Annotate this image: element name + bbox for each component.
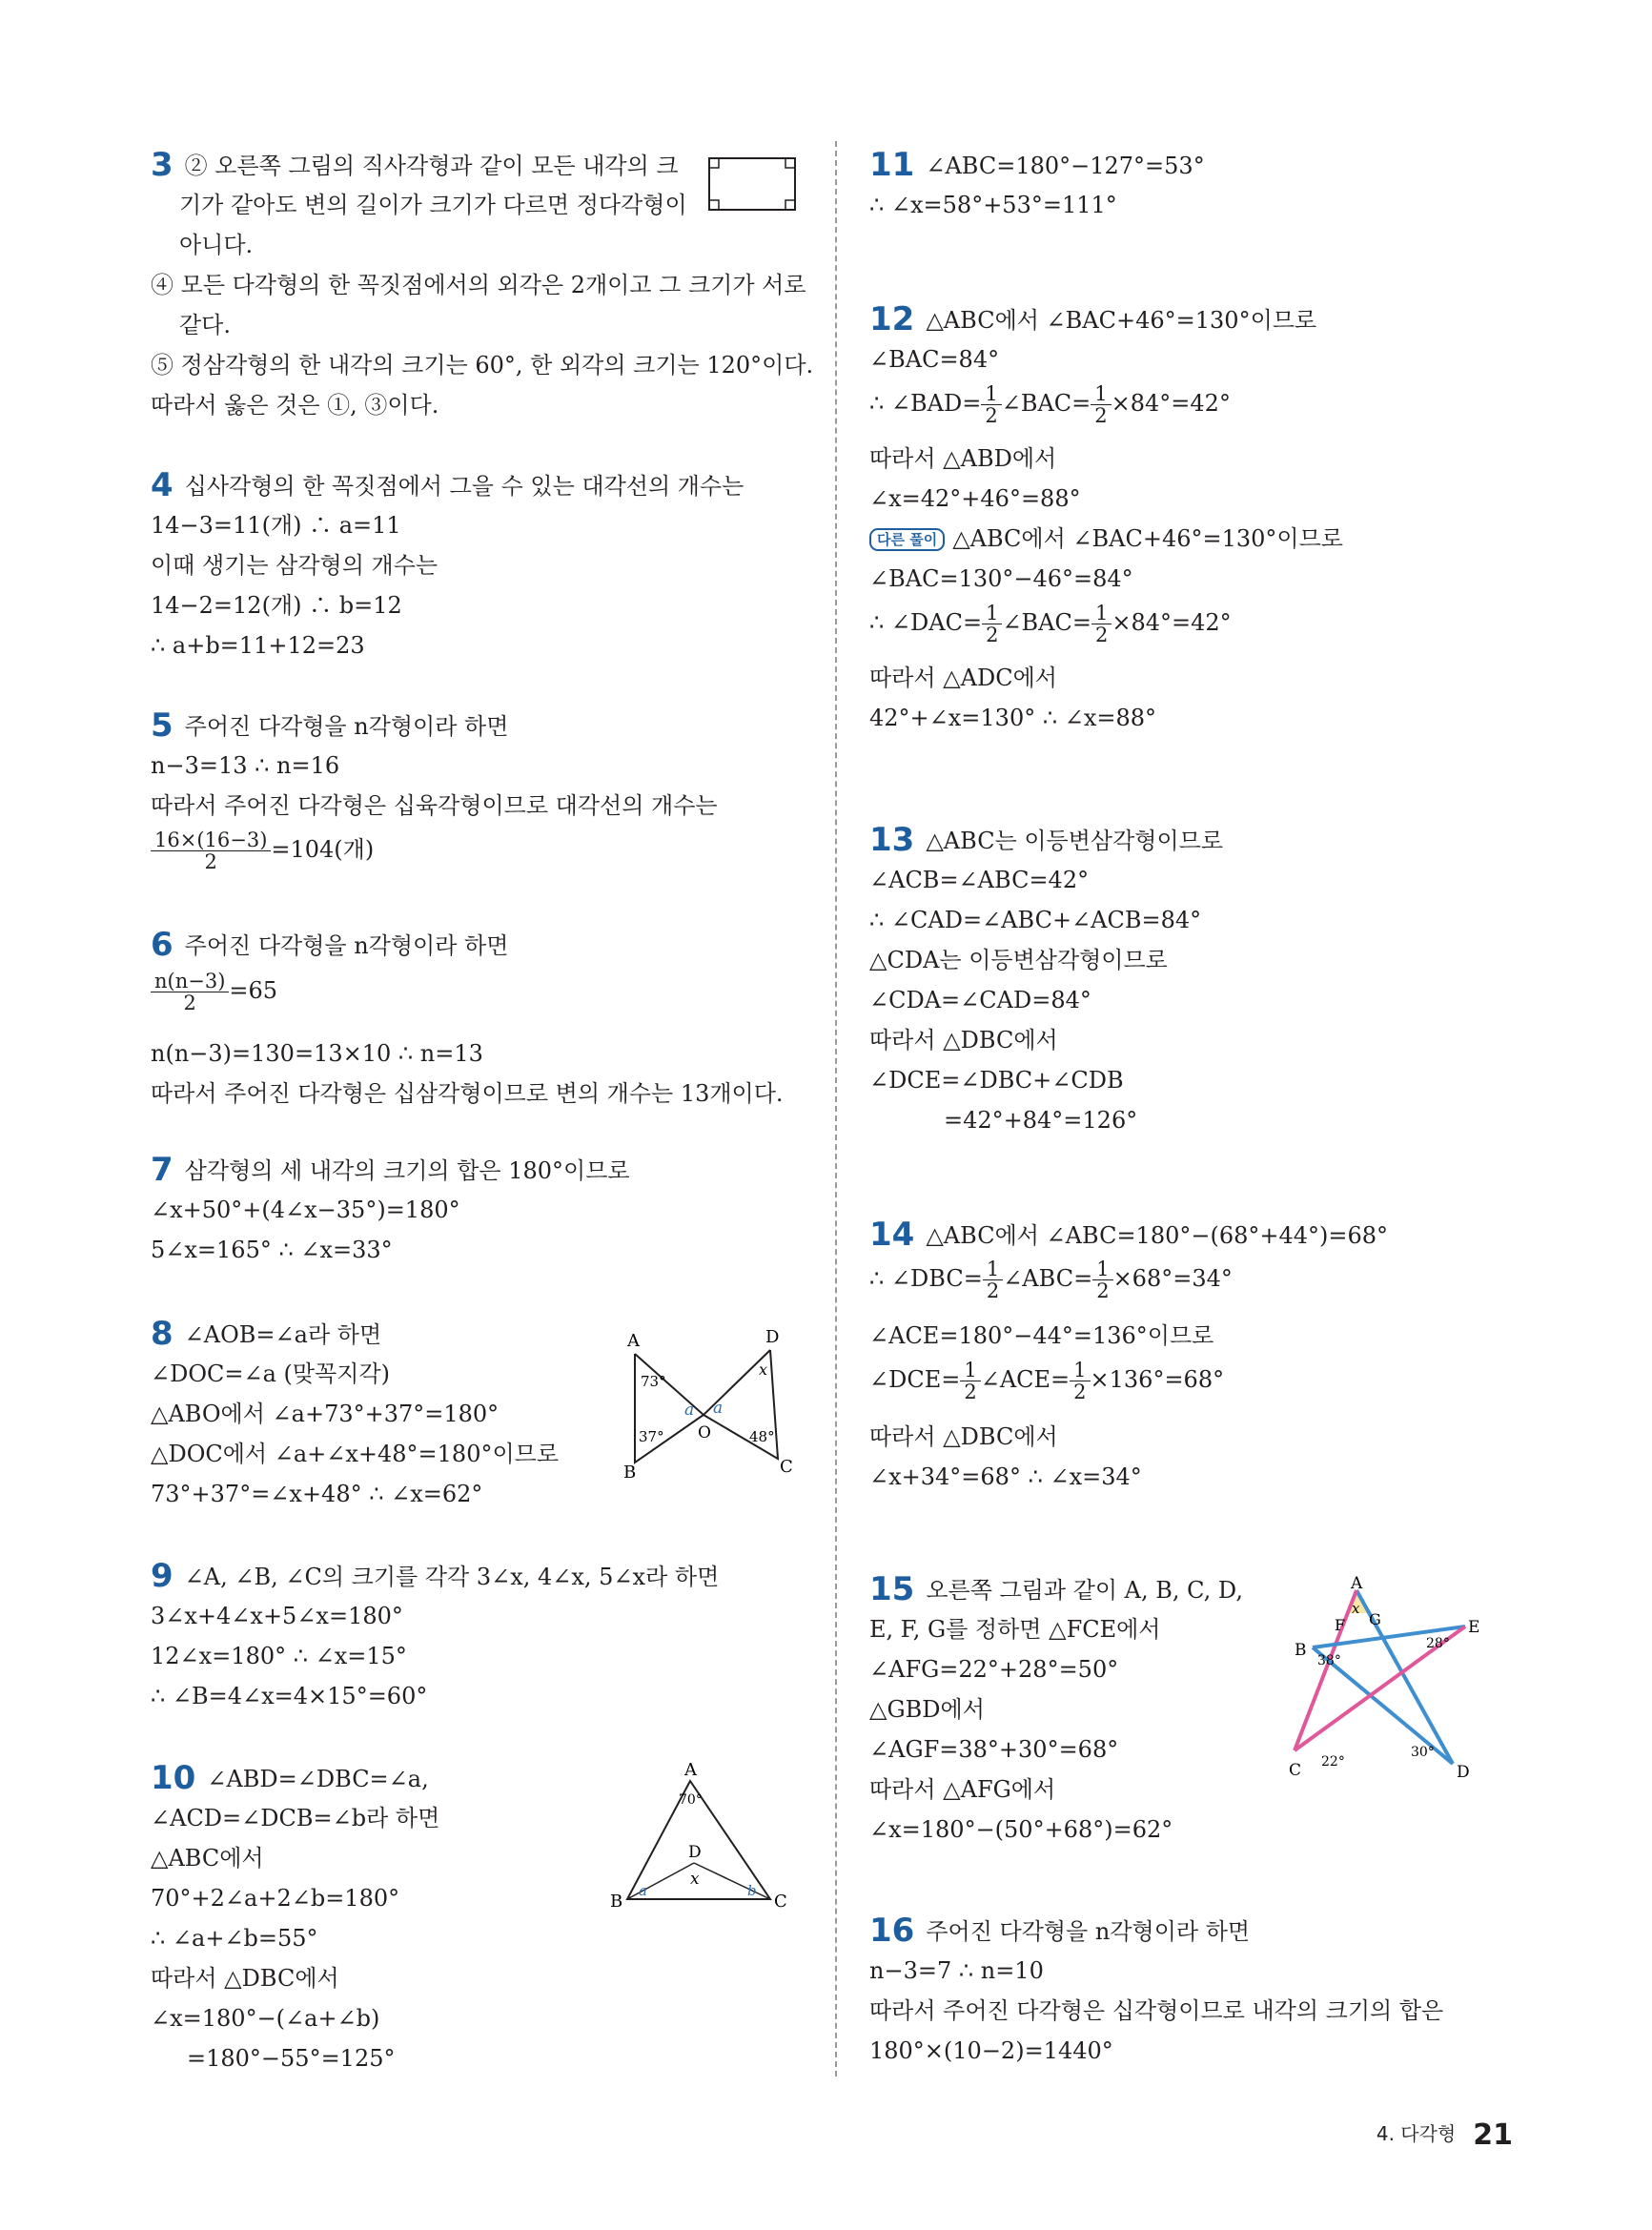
text-line: 아니다. [179, 232, 254, 258]
denominator: 2 [986, 624, 999, 646]
text: =65 [229, 977, 278, 1004]
text-line: 따라서 옳은 것은 ①, ③이다. [151, 392, 439, 419]
numerator: 1 [983, 1258, 1003, 1280]
fraction-half [1092, 1258, 1112, 1301]
text-line: ∠x+50°+(4∠x−35°)=180° [151, 1197, 460, 1223]
chapter-title: 4. 다각형 [1376, 2122, 1457, 2145]
problem-number: 5 [151, 706, 173, 745]
text-line: n(n−3)=130=13×10 ∴ n=13 [151, 1040, 483, 1067]
angle-30: 30° [1411, 1745, 1435, 1760]
fraction-line [869, 383, 1231, 426]
fraction-line [151, 829, 374, 872]
text-line: 따라서 △ABD에서 [869, 445, 1057, 472]
text-line: 따라서 △AFG에서 [869, 1776, 1056, 1803]
problem-number: 14 [869, 1216, 915, 1254]
numerator: n(n−3) [151, 971, 229, 992]
text-line: ∴ a+b=11+12=23 [151, 632, 365, 659]
text-line: ∠ABC=180°−127°=53° [926, 153, 1205, 179]
numerator: 1 [1070, 1360, 1090, 1381]
text-line: 따라서 주어진 다각형은 십삼각형이므로 변의 개수는 13개이다. [151, 1080, 784, 1107]
text-line: 14−2=12(개) ∴ b=12 [151, 592, 402, 619]
text-line: △ABC에서 ∠BAC+46°=130°이므로 [952, 525, 1343, 552]
label-A: A [684, 1760, 697, 1780]
text: ∴ ∠DBC= [869, 1265, 983, 1292]
text-line: n−3=13 ∴ n=16 [151, 752, 340, 779]
label-G: G [1369, 1610, 1381, 1628]
angle-37: 37° [639, 1428, 664, 1445]
text-line: ∠BAC=130°−46°=84° [869, 565, 1133, 592]
label-A: A [627, 1331, 640, 1351]
text-line: ∠ACD=∠DCB=∠b라 하면 [151, 1805, 440, 1831]
text-line: 기가 같아도 변의 길이가 크기가 다르면 정다각형이 [179, 192, 687, 218]
problem-number: 12 [869, 300, 915, 338]
numerator: 1 [1092, 1258, 1112, 1280]
text: ×68°=34° [1112, 1265, 1233, 1292]
text: ∴ ∠DAC= [869, 609, 983, 636]
rectangle-figure [705, 153, 801, 215]
text-line: 주어진 다각형을 n각형이라 하면 [184, 932, 509, 959]
denominator: 2 [204, 850, 217, 873]
text-line: ② 오른쪽 그림의 직사각형과 같이 모든 내각의 크 [184, 153, 679, 179]
text-line: 따라서 △ADC에서 [869, 665, 1057, 691]
problem-number: 11 [869, 146, 915, 184]
text-line: ∠DCE=∠DBC+∠CDB [869, 1067, 1124, 1094]
fraction-half [1091, 383, 1111, 426]
fraction [151, 829, 271, 872]
text-line: 5∠x=165° ∴ ∠x=33° [151, 1237, 393, 1263]
text-line: ∴ ∠CAD=∠ABC+∠ACB=84° [869, 907, 1202, 933]
text-line: ∠AGF=38°+30°=68° [869, 1736, 1119, 1763]
angle-73: 73° [641, 1373, 666, 1390]
angle-70: 70° [679, 1792, 703, 1808]
text-line: 십사각형의 한 꼭짓점에서 그을 수 있는 대각선의 개수는 [184, 473, 744, 500]
text: ∠ACE= [980, 1366, 1071, 1393]
text-line: 따라서 주어진 다각형은 십육각형이므로 대각선의 개수는 [151, 792, 718, 819]
text-line: ∴ ∠B=4∠x=4×15°=60° [151, 1683, 428, 1709]
text: =104(개) [271, 836, 375, 863]
text-line: ∴ ∠x=58°+53°=111° [869, 192, 1117, 218]
numerator: 1 [982, 603, 1002, 624]
text: ×84°=42° [1111, 390, 1231, 417]
text-line: ∠ABD=∠DBC=∠a, [207, 1766, 429, 1792]
text-line: 삼각형의 세 내각의 크기의 합은 180°이므로 [184, 1157, 630, 1184]
text-line: 주어진 다각형을 n각형이라 하면 [926, 1918, 1251, 1945]
bowtie-triangles-figure [608, 1320, 799, 1483]
text: ∠BAC= [1001, 390, 1091, 417]
label-D: D [688, 1843, 702, 1862]
text-line: =42°+84°=126° [944, 1107, 1138, 1134]
fraction [151, 971, 229, 1013]
text-line: ∠x=180°−(∠a+∠b) [151, 2005, 380, 2032]
label-D: D [765, 1327, 780, 1347]
angle-48: 48° [749, 1428, 775, 1445]
problem-number: 16 [869, 1912, 915, 1950]
label-C: C [774, 1892, 787, 1912]
triangle-bisector-figure [606, 1760, 797, 1916]
text-line: 오른쪽 그림과 같이 A, B, C, D, [926, 1577, 1243, 1604]
text-line: n−3=7 ∴ n=10 [869, 1957, 1044, 1984]
denominator: 2 [985, 404, 998, 427]
fraction-half [1091, 603, 1112, 645]
text-line: △CDA는 이등변삼각형이므로 [869, 947, 1168, 973]
label-A: A [1351, 1574, 1363, 1593]
fraction-line [869, 1258, 1233, 1301]
text-line: 12∠x=180° ∴ ∠x=15° [151, 1643, 407, 1669]
text-line: ∠x+34°=68° ∴ ∠x=34° [869, 1463, 1142, 1490]
numerator: 1 [981, 383, 1001, 405]
fraction-line [151, 971, 277, 1013]
text: ×136°=68° [1090, 1366, 1225, 1393]
text-line: 14−3=11(개) ∴ a=11 [151, 512, 401, 539]
star-pentagram-figure [1289, 1575, 1479, 1785]
page-footer [1377, 2118, 1513, 2152]
text-line: ∠x=180°−(50°+68°)=62° [869, 1816, 1173, 1843]
fraction-half [1070, 1360, 1090, 1402]
text-line: ∴ ∠a+∠b=55° [151, 1925, 318, 1952]
text-line: ∠x=42°+46°=88° [869, 485, 1081, 512]
text-line: 따라서 △DBC에서 [151, 1965, 339, 1992]
problem-number: 6 [151, 926, 173, 964]
text-line: ⑤ 정삼각형의 한 내각의 크기는 60°, 한 외각의 크기는 120°이다. [151, 352, 814, 378]
label-B: B [1295, 1641, 1307, 1660]
fraction-line [869, 603, 1232, 645]
text-line: ∠AFG=22°+28°=50° [869, 1656, 1119, 1683]
denominator: 2 [986, 1279, 1000, 1302]
text-line: 이때 생기는 삼각형의 개수는 [151, 552, 438, 579]
denominator: 2 [1073, 1381, 1087, 1403]
label-B: B [623, 1463, 637, 1483]
text-line: 따라서 주어진 다각형은 십각형이므로 내각의 크기의 합은 [869, 1997, 1444, 2024]
text: ∠ABC= [1003, 1265, 1093, 1292]
fraction-line [869, 1360, 1224, 1402]
problem-number: 7 [151, 1151, 173, 1189]
label-O: O [698, 1423, 711, 1442]
denominator: 2 [1094, 404, 1108, 427]
text-line: △ABC에서 ∠ABC=180°−(68°+44°)=68° [926, 1222, 1389, 1249]
text: ∠BAC= [1002, 609, 1091, 636]
text-line: △ABC에서 ∠BAC+46°=130°이므로 [926, 307, 1317, 334]
text-line: △DOC에서 ∠a+∠x+48°=180°이므로 [151, 1441, 560, 1467]
problem-number: 10 [151, 1759, 196, 1797]
denominator: 2 [1095, 624, 1109, 646]
text-line: ∠ACE=180°−44°=136°이므로 [869, 1322, 1214, 1349]
angle-a-left: a [684, 1401, 695, 1420]
text: ∠DCE= [869, 1366, 961, 1393]
fraction-half [982, 603, 1002, 645]
fraction-half [981, 383, 1001, 426]
denominator: 2 [183, 992, 196, 1014]
text-line: ∠AOB=∠a라 하면 [184, 1321, 382, 1348]
denominator: 2 [1096, 1279, 1110, 1302]
text-line: =180°−55°=125° [187, 2045, 396, 2072]
problem-number: 15 [869, 1570, 915, 1608]
fraction-half [983, 1258, 1003, 1301]
angle-38: 38° [1317, 1653, 1341, 1668]
text-line: ∠DOC=∠a (맞꼭지각) [151, 1361, 391, 1387]
text-line: 180°×(10−2)=1440° [869, 2037, 1113, 2064]
text-line: △ABC에서 [151, 1845, 264, 1872]
text-line: △ABO에서 ∠a+73°+37°=180° [151, 1401, 500, 1427]
denominator: 2 [964, 1381, 977, 1403]
angle-b: b [747, 1882, 757, 1899]
label-E: E [1468, 1618, 1480, 1637]
angle-x: x [759, 1361, 768, 1379]
angle-22: 22° [1321, 1754, 1345, 1770]
text-line: ④ 모든 다각형의 한 꼭짓점에서의 외각은 2개이고 그 크기가 서로 [151, 272, 806, 298]
text-line: 따라서 △DBC에서 [869, 1423, 1058, 1450]
angle-x: x [1352, 1600, 1360, 1617]
alternative-solution-badge: 다른 풀이 [869, 528, 945, 551]
text-line: 3∠x+4∠x+5∠x=180° [151, 1603, 403, 1629]
angle-a-right: a [713, 1399, 724, 1418]
fraction-half [960, 1360, 980, 1402]
text-line: E, F, G를 정하면 △FCE에서 [869, 1616, 1161, 1643]
angle-a: a [639, 1882, 647, 1899]
text-line: ∠A, ∠B, ∠C의 크기를 각각 3∠x, 4∠x, 5∠x라 하면 [184, 1564, 720, 1590]
problem-number: 4 [151, 466, 173, 504]
label-B: B [610, 1892, 623, 1912]
text-line: 73°+37°=∠x+48° ∴ ∠x=62° [151, 1481, 483, 1507]
column-divider [835, 141, 837, 2077]
numerator: 1 [960, 1360, 980, 1381]
text-line: 같다. [179, 312, 231, 338]
text-line: ∠CDA=∠CAD=84° [869, 987, 1091, 1013]
text-line: △GBD에서 [869, 1696, 985, 1723]
text-line: ∠ACB=∠ABC=42° [869, 867, 1090, 893]
problem-number: 3 [151, 146, 173, 184]
label-C: C [1289, 1761, 1302, 1780]
label-F: F [1335, 1616, 1346, 1634]
numerator: 16×(16−3) [151, 829, 271, 851]
text: ∴ ∠BAD= [869, 390, 982, 417]
label-D: D [1457, 1763, 1470, 1782]
angle-x: x [690, 1870, 700, 1889]
text-line: △ABC는 이등변삼각형이므로 [926, 828, 1224, 854]
problem-number: 13 [869, 821, 915, 859]
numerator: 1 [1091, 383, 1111, 405]
text-line: 42°+∠x=130° ∴ ∠x=88° [869, 705, 1157, 731]
label-C: C [780, 1457, 793, 1477]
problem-number: 9 [151, 1557, 173, 1595]
text-line: 70°+2∠a+2∠b=180° [151, 1885, 400, 1912]
text-line: 따라서 △DBC에서 [869, 1027, 1058, 1054]
angle-28: 28° [1426, 1636, 1450, 1651]
text-line: ∠BAC=84° [869, 346, 1000, 373]
text: ×84°=42° [1112, 609, 1232, 636]
problem-number: 8 [151, 1315, 173, 1353]
page-number: 21 [1473, 2118, 1513, 2152]
text-line: 주어진 다각형을 n각형이라 하면 [184, 713, 509, 740]
numerator: 1 [1091, 603, 1112, 624]
